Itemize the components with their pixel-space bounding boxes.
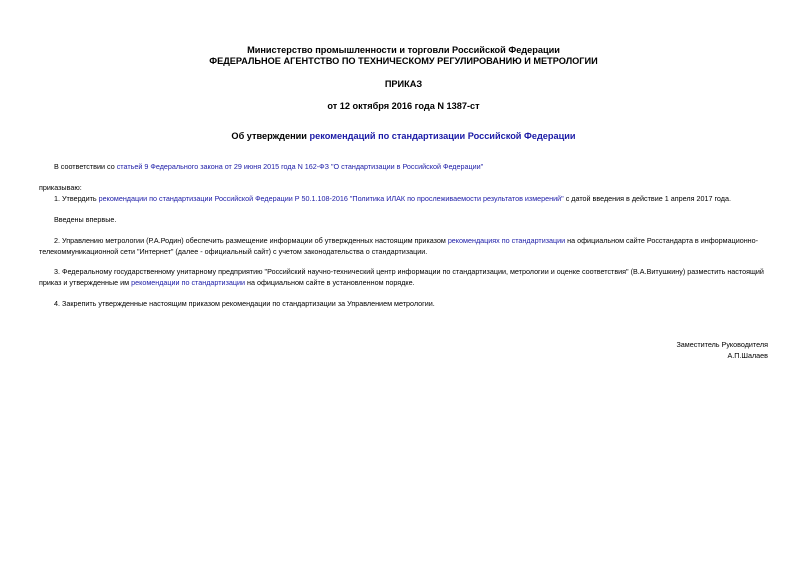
item-2-line-2: телекоммуникационной сети "Интернет" (далее - официальный сайт) с учетом законодательства о стандартизации. [39, 247, 428, 256]
item-3-link[interactable]: рекомендации по стандартизации [131, 278, 246, 287]
document-title [0, 131, 807, 142]
doc-type-heading: ПРИКАЗ [384, 79, 423, 89]
item-2 [54, 235, 758, 246]
item-2-link[interactable]: рекомендациях по стандартизации [447, 236, 566, 245]
law-link[interactable]: статьей 9 Федерального закона от 29 июня 2015 года N 162-ФЗ "О стандартизации в Российской Федерации" [116, 162, 484, 171]
item-2-suffix: на официальном сайте Росстандарта в информационно- [565, 236, 759, 245]
item-1 [54, 193, 731, 204]
ministry-heading: Министерство промышленности и торговли Российской Федерации [247, 45, 560, 55]
item-1-suffix: с датой введения в действие 1 апреля 2017 года. [563, 194, 731, 203]
title-prefix: Об утверждении [231, 131, 310, 141]
agency-heading: ФЕДЕРАЛЬНОЕ АГЕНТСТВО ПО ТЕХНИЧЕСКОМУ РЕГУЛИРОВАНИЮ И МЕТРОЛОГИИ [209, 56, 598, 66]
item-4: 4. Закрепить утвержденные настоящим приказом рекомендации по стандартизации за Управлением метрологии. [54, 299, 435, 308]
title-link[interactable]: рекомендаций по стандартизации Российской Федерации [309, 131, 576, 141]
item-3: 3. Федеральному государственному унитарному предприятию "Российский научно-технический центр информации по стандартизации, метрологии и оценке соответствия" (В.А.Витушкину) разместить настоящий [54, 267, 764, 276]
intro-note: Введены впервые. [54, 215, 117, 224]
signature-position: Заместитель Руководителя [676, 340, 768, 349]
item-3-suffix: на официальном сайте в установленном порядке. [245, 278, 415, 287]
item-3-line-2 [39, 277, 415, 288]
item-2-prefix: 2. Управлению метрологии (Р.А.Родин) обеспечить размещение информации об утвержденных настоящим приказом [54, 236, 448, 245]
preamble-prefix: В соответствии со [54, 162, 117, 171]
item-3-prefix: приказ и утвержденные им [39, 278, 132, 287]
date-number: от 12 октября 2016 года N 1387-ст [327, 101, 480, 111]
signature-name: А.П.Шалаев [727, 351, 768, 360]
preamble [54, 161, 483, 172]
item-1-prefix: 1. Утвердить [54, 194, 99, 203]
recommendation-link[interactable]: рекомендации по стандартизации Российской Федерации Р 50.1.108-2016 "Политика ИЛАК по прослеживаемости результатов измерений" [98, 194, 564, 203]
order-word: приказываю: [39, 183, 82, 192]
